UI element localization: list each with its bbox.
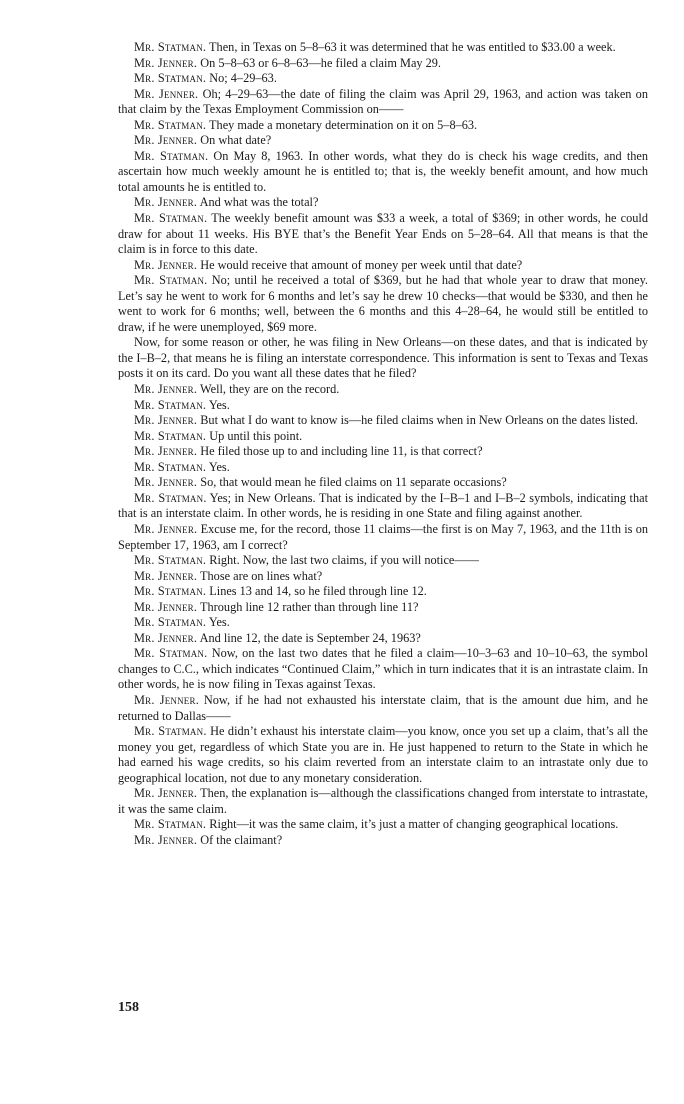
paragraph [118,382,648,398]
paragraph-text: Now, on the last two dates that he filed a claim—10–3–63 and 10–10–63, the symbol changes to C.C., which indicates “Continued Claim,” which in turn indicates that it is an intrastate claim. In other words, he is now filing in Texas against Texas. [118,646,649,692]
speaker-name: Mr. Statman. [134,428,207,443]
paragraph-text: Yes; in New Orleans. That is indicated by the I–B–1 and I–B–2 symbols, indicating that that is an interstate claim. In other words, he is residing in one State and filing against another. [118,490,648,521]
page-number: 158 [118,1000,139,1015]
paragraph-text: But what I do want to know is—he filed claims when in New Orleans on the dates listed. [200,413,639,428]
paragraph [118,71,648,87]
paragraph [118,398,648,414]
paragraph [118,413,648,429]
paragraph-text: Right. Now, the last two claims, if you will notice—— [209,553,479,568]
paragraph [118,522,648,553]
paragraph [118,693,648,724]
paragraph-text: They made a monetary determination on it on 5–8–63. [209,117,478,132]
paragraph [118,40,648,56]
paragraph [118,646,648,693]
speaker-name: Mr. Jenner. [134,444,198,459]
speaker-name: Mr. Jenner. [134,413,198,428]
paragraph [118,817,648,833]
paragraph [118,429,648,445]
paragraph [118,553,648,569]
paragraph-text: Those are on lines what? [200,568,323,583]
paragraph-text: Then, in Texas on 5–8–63 it was determined that he was entitled to $33.00 a week. [209,40,616,54]
speaker-name: Mr. Jenner. [134,475,198,490]
paragraph-text: So, that would mean he filed claims on 11 separate occasions? [200,475,507,490]
paragraph-text: On 5–8–63 or 6–8–63—he filed a claim May 29. [200,55,442,70]
speaker-name: Mr. Jenner. [134,786,198,801]
paragraph-text: And what was the total? [199,195,319,210]
speaker-name: Mr. Statman. [134,615,207,630]
paragraph-text: Through line 12 rather than through line 11? [200,599,419,614]
paragraph-text: Yes. [208,397,230,412]
paragraph [118,615,648,631]
speaker-name: Mr. Jenner. [134,195,198,210]
paragraph [118,87,648,118]
paragraph-text: Now, for some reason or other, he was filing in New Orleans—on these dates, and that is indicated by the I–B–2, that means he is filing an interstate correspondence. This information is sent to Texas and Texas posts it on its card. Do you want all these dates that he filed? [118,335,648,381]
speaker-name: Mr. Jenner. [134,521,198,536]
paragraph [118,118,648,134]
speaker-name: Mr. Statman. [134,646,208,661]
paragraph-text: No; until he received a total of $369, but he had that whole year to draw that money. Let’s say he went to work for 6 months and let’s say he drew 10 checks—that would be $330, and then he went to work for 6 months; well, between the 6 months and this 4–28–64, he would still be entitled to draw, if he were unemployed, $69 more. [118,273,648,334]
paragraph-text: Oh; 4–29–63—the date of filing the claim was April 29, 1963, and action was taken on that claim by the Texas Employment Commission on—— [118,86,648,117]
paragraph [118,273,648,335]
paragraph [118,56,648,72]
speaker-name: Mr. Jenner. [134,55,198,70]
paragraph-text: No; 4–29–63. [209,71,277,86]
speaker-name: Mr. Statman. [134,273,208,288]
paragraph [118,833,648,849]
speaker-name: Mr. Statman. [134,584,207,599]
paragraph-text: Lines 13 and 14, so he filed through line 12. [209,584,427,599]
paragraph-text: Right—it was the same claim, it’s just a matter of changing geographical locations. [209,817,619,832]
paragraph-text: Excuse me, for the record, those 11 claims—the first is on May 7, 1963, and the 11th is on September 17, 1963, am I correct? [118,521,648,552]
speaker-name: Mr. Jenner. [134,599,198,614]
speaker-name: Mr. Jenner. [134,133,198,148]
paragraph-text: He filed those up to and including line 11, is that correct? [200,444,483,459]
speaker-name: Mr. Jenner. [134,692,199,707]
speaker-name: Mr. Jenner. [134,568,198,583]
paragraph [118,786,648,817]
paragraph-text: Of the claimant? [200,832,283,847]
paragraph [118,460,648,476]
paragraph-text: On May 8, 1963. In other words, what they do is check his wage credits, and then ascertain how much weekly amount he is entitled to; that is, the weekly benefit amount, and how much total amounts he is entitled to. [118,148,648,194]
speaker-name: Mr. Statman. [134,397,207,412]
paragraph [118,149,648,196]
speaker-name: Mr. Statman. [134,211,208,226]
paragraph-text: Up until this point. [209,428,303,443]
paragraph-text: Now, if he had not exhausted his interstate claim, that is the amount due him, and he returned to Dallas—— [118,692,648,723]
paragraph-text: Yes. [208,615,230,630]
paragraph-text: Then, the explanation is—although the classifications changed from interstate to intrastate, it was the same claim. [118,786,648,816]
paragraph [118,475,648,491]
paragraph-text: He didn’t exhaust his interstate claim—you know, once you set up a claim, that’s all the money you get, regardless of which State you are in. He just happened to return to the State in which he had earned his wage credits, so his claim reverted from an interstate claim to an intrastate only due to geographical location, not due to any monetary consideration. [118,724,648,785]
paragraph [118,444,648,460]
speaker-name: Mr. Jenner. [134,832,198,847]
paragraph [118,335,648,382]
paragraph [118,631,648,647]
speaker-name: Mr. Jenner. [134,382,198,397]
speaker-name: Mr. Statman. [134,40,207,54]
paragraph-text: On what date? [200,133,272,148]
speaker-name: Mr. Jenner. [134,630,198,645]
speaker-name: Mr. Statman. [134,490,207,505]
speaker-name: Mr. Statman. [134,148,209,163]
paragraph [118,600,648,616]
speaker-name: Mr. Statman. [134,553,207,568]
paragraph-text: He would receive that amount of money per week until that date? [200,257,523,272]
paragraph-text: The weekly benefit amount was $33 a week, a total of $369; in other words, he could draw for about 11 weeks. His BYE that’s the Benefit Year Ends on 5–28–64. All that means is that the claim is in force to this date. [118,211,648,257]
speaker-name: Mr. Jenner. [134,86,199,101]
paragraph-text: Yes. [208,459,230,474]
paragraph [118,584,648,600]
speaker-name: Mr. Statman. [134,459,207,474]
paragraph-text: Well, they are on the record. [200,382,340,397]
speaker-name: Mr. Jenner. [134,257,198,272]
paragraph [118,258,648,274]
paragraph [118,724,648,786]
speaker-name: Mr. Statman. [134,724,207,739]
speaker-name: Mr. Statman. [134,817,207,832]
paragraph [118,491,648,522]
paragraph [118,211,648,258]
paragraph [118,195,648,211]
paragraph [118,133,648,149]
speaker-name: Mr. Statman. [134,71,207,86]
speaker-name: Mr. Statman. [134,117,207,132]
transcript-body [118,40,648,848]
paragraph-text: And line 12, the date is September 24, 1963? [199,630,421,645]
paragraph [118,569,648,585]
